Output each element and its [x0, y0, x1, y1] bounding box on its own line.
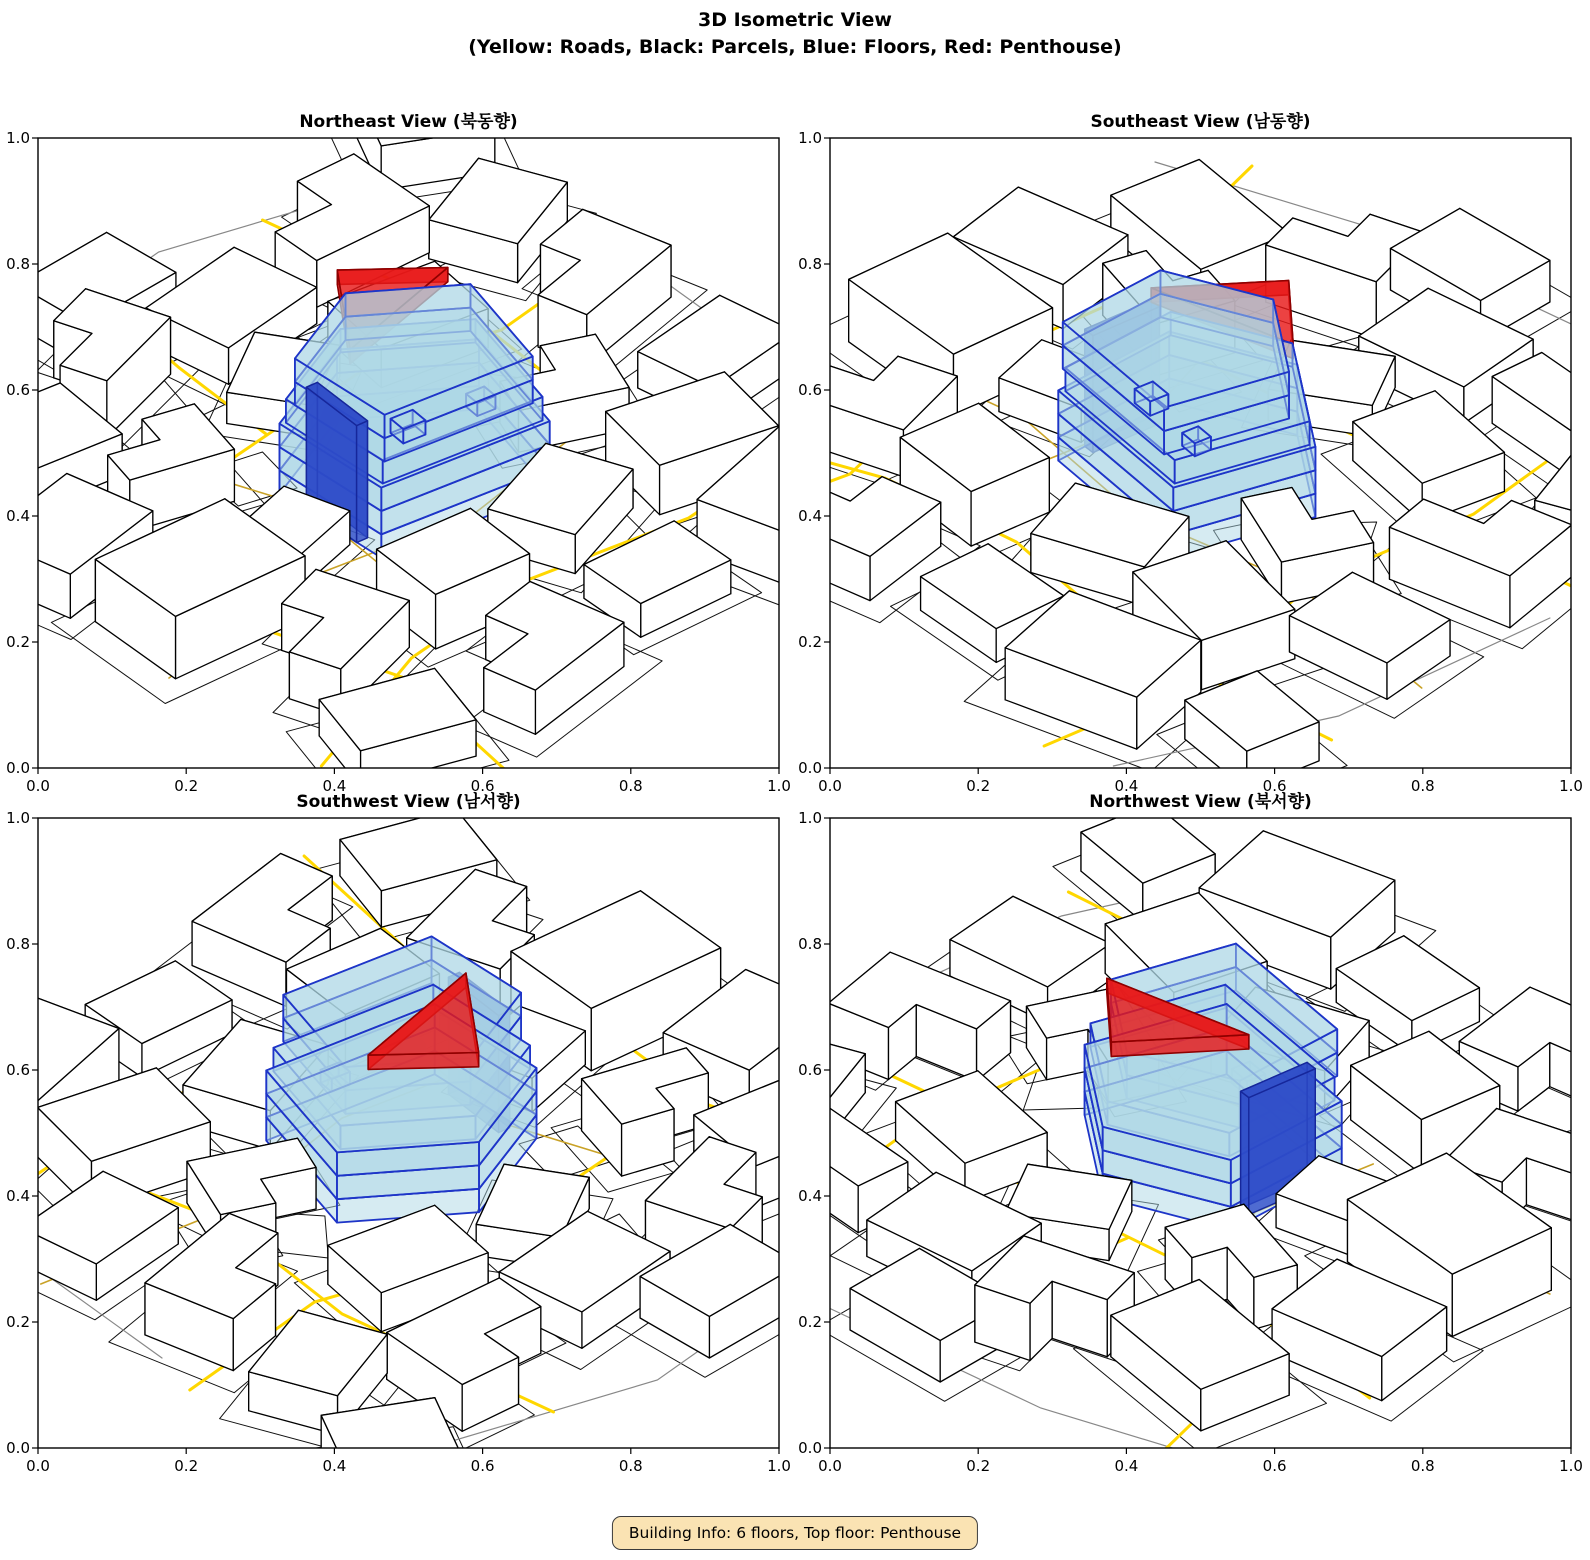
- x-tick-label: 1.0: [1559, 777, 1583, 795]
- y-tick-label: 0.0: [6, 1439, 30, 1457]
- y-tick-label: 0.0: [798, 1439, 822, 1457]
- y-tick-label: 0.0: [798, 759, 822, 777]
- building-layer: [0, 74, 952, 788]
- y-tick-label: 0.2: [798, 633, 822, 651]
- y-tick-label: 0.4: [798, 1187, 822, 1205]
- iso-view-canvas-1: [830, 138, 1571, 768]
- subplot-title-southeast: Southeast View (남동향): [1090, 112, 1311, 132]
- x-tick-label: 0.8: [1410, 777, 1435, 795]
- subplot-southeast-view: [798, 112, 1583, 795]
- x-tick-label: 0.6: [1262, 777, 1287, 795]
- x-tick-label: 0.6: [470, 1457, 495, 1475]
- x-tick-label: 0.0: [26, 777, 50, 795]
- x-tick-label: 0.0: [818, 777, 842, 795]
- x-tick-label: 0.2: [966, 1457, 991, 1475]
- y-tick-label: 0.4: [6, 1187, 30, 1205]
- x-tick-label: 0.0: [26, 1457, 50, 1475]
- y-tick-label: 0.2: [798, 1313, 822, 1331]
- y-tick-label: 0.8: [798, 935, 822, 953]
- iso-view-canvas-2: [38, 818, 779, 1448]
- x-tick-label: 1.0: [767, 777, 791, 795]
- iso-view-canvas-3: [830, 818, 1571, 1448]
- y-tick-label: 1.0: [6, 809, 30, 827]
- y-tick-label: 0.4: [6, 507, 30, 525]
- x-tick-label: 0.8: [1410, 1457, 1435, 1475]
- y-tick-label: 0.8: [798, 255, 822, 273]
- x-tick-label: 0.2: [174, 1457, 199, 1475]
- y-tick-label: 1.0: [6, 129, 30, 147]
- x-tick-label: 0.8: [618, 777, 643, 795]
- figure-title-line2: (Yellow: Roads, Black: Parcels, Blue: Floors, Red: Penthouse): [468, 36, 1122, 58]
- figure-title-line1: 3D Isometric View: [698, 9, 892, 31]
- subplot-northeast-view: [6, 112, 791, 795]
- x-tick-label: 1.0: [1559, 1457, 1583, 1475]
- y-tick-label: 0.0: [6, 759, 30, 777]
- y-tick-label: 0.8: [6, 935, 30, 953]
- iso-view-canvas-0: [38, 138, 779, 768]
- x-tick-label: 1.0: [767, 1457, 791, 1475]
- x-tick-label: 0.2: [174, 777, 199, 795]
- x-tick-label: 0.4: [1114, 777, 1139, 795]
- y-tick-label: 1.0: [798, 809, 822, 827]
- x-tick-label: 0.6: [1262, 1457, 1287, 1475]
- x-tick-label: 0.8: [618, 1457, 643, 1475]
- subplot-title-northeast: Northeast View (북동향): [299, 112, 518, 132]
- y-tick-label: 0.8: [6, 255, 30, 273]
- y-tick-label: 0.6: [6, 1061, 30, 1079]
- building-layer: [0, 808, 884, 1514]
- figure-title: [0, 7, 1590, 61]
- y-tick-label: 0.2: [6, 1313, 30, 1331]
- scene-layer: [0, 808, 952, 1529]
- y-tick-label: 0.6: [6, 381, 30, 399]
- building-info-badge: Building Info: 6 floors, Top floor: Penthouse: [612, 1516, 978, 1550]
- y-tick-label: 0.2: [6, 633, 30, 651]
- y-tick-label: 0.4: [798, 507, 822, 525]
- subplot-northwest-view: [798, 792, 1583, 1475]
- x-tick-label: 0.4: [322, 1457, 347, 1475]
- y-tick-label: 0.6: [798, 1061, 822, 1079]
- x-tick-label: 0.0: [818, 1457, 842, 1475]
- subplot-title-northwest: Northwest View (북서향): [1089, 792, 1312, 812]
- y-tick-label: 0.6: [798, 381, 822, 399]
- x-tick-label: 0.4: [322, 777, 347, 795]
- x-tick-label: 0.6: [470, 777, 495, 795]
- x-tick-label: 0.4: [1114, 1457, 1139, 1475]
- subplot-southwest-view: [6, 792, 791, 1475]
- y-tick-label: 1.0: [798, 129, 822, 147]
- x-tick-label: 0.2: [966, 777, 991, 795]
- subplot-title-southwest: Southwest View (남서향): [296, 792, 521, 812]
